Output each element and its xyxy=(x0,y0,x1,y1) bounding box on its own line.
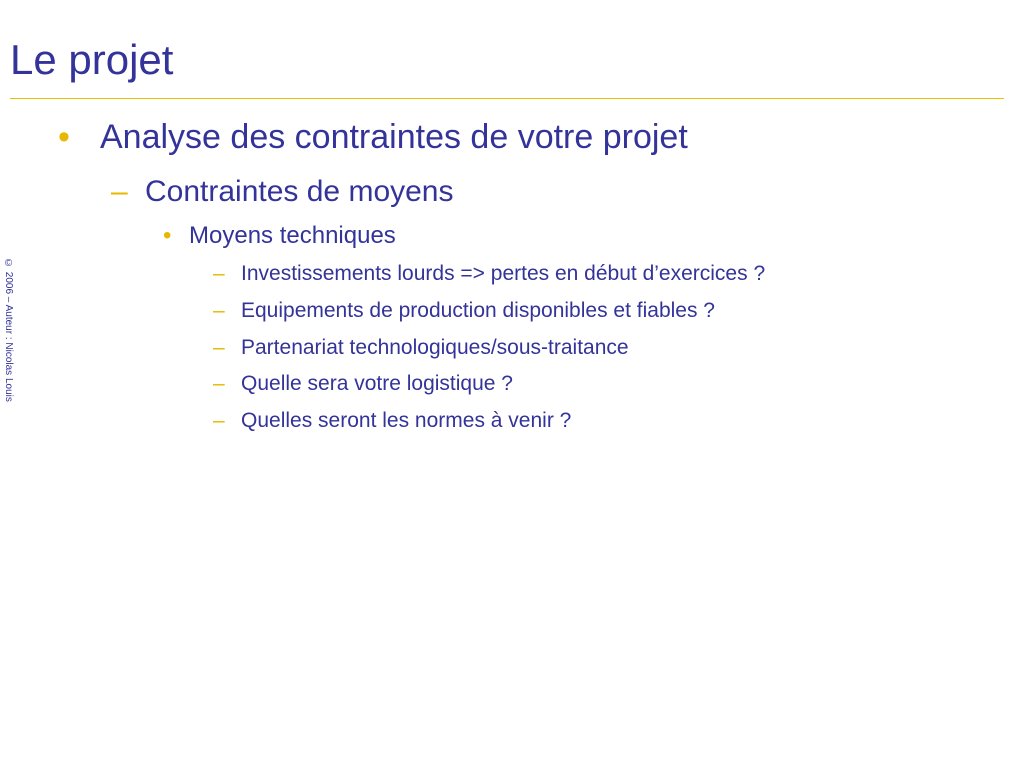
dash-marker: – xyxy=(213,372,225,395)
list-item xyxy=(213,336,629,360)
list-item xyxy=(213,372,513,396)
list-item-text: Quelles seront les normes à venir ? xyxy=(241,409,572,432)
bullet-text: Analyse des contraintes de votre projet xyxy=(100,118,688,156)
list-item xyxy=(213,262,765,286)
list-item-text: Quelle sera votre logistique ? xyxy=(241,372,513,395)
bullet-level2 xyxy=(111,175,454,209)
dash-marker: – xyxy=(213,409,225,432)
bullet-marker: • xyxy=(163,222,172,249)
list-item-text: Investissements lourds => pertes en début d’exercices ? xyxy=(241,262,766,285)
list-item-text: Equipements de production disponibles et fiables ? xyxy=(241,299,715,322)
bullet-level3 xyxy=(163,222,396,250)
dash-marker: – xyxy=(213,336,225,359)
dash-marker: – xyxy=(213,262,225,285)
bullet-level1 xyxy=(58,118,688,157)
dash-marker: – xyxy=(111,175,128,208)
list-item-text: Partenariat technologiques/sous-traitance xyxy=(241,336,629,359)
list-item xyxy=(213,409,571,433)
title-divider xyxy=(10,98,1004,99)
dash-marker: – xyxy=(213,299,225,322)
list-item xyxy=(213,299,715,323)
bullet-text: Moyens techniques xyxy=(189,222,396,249)
copyright-credit: © 2006 – Auteur : Nicolas Louis xyxy=(3,258,14,402)
slide-title: Le projet xyxy=(10,36,174,83)
bullet-text: Contraintes de moyens xyxy=(145,175,454,208)
bullet-marker: • xyxy=(58,118,70,156)
